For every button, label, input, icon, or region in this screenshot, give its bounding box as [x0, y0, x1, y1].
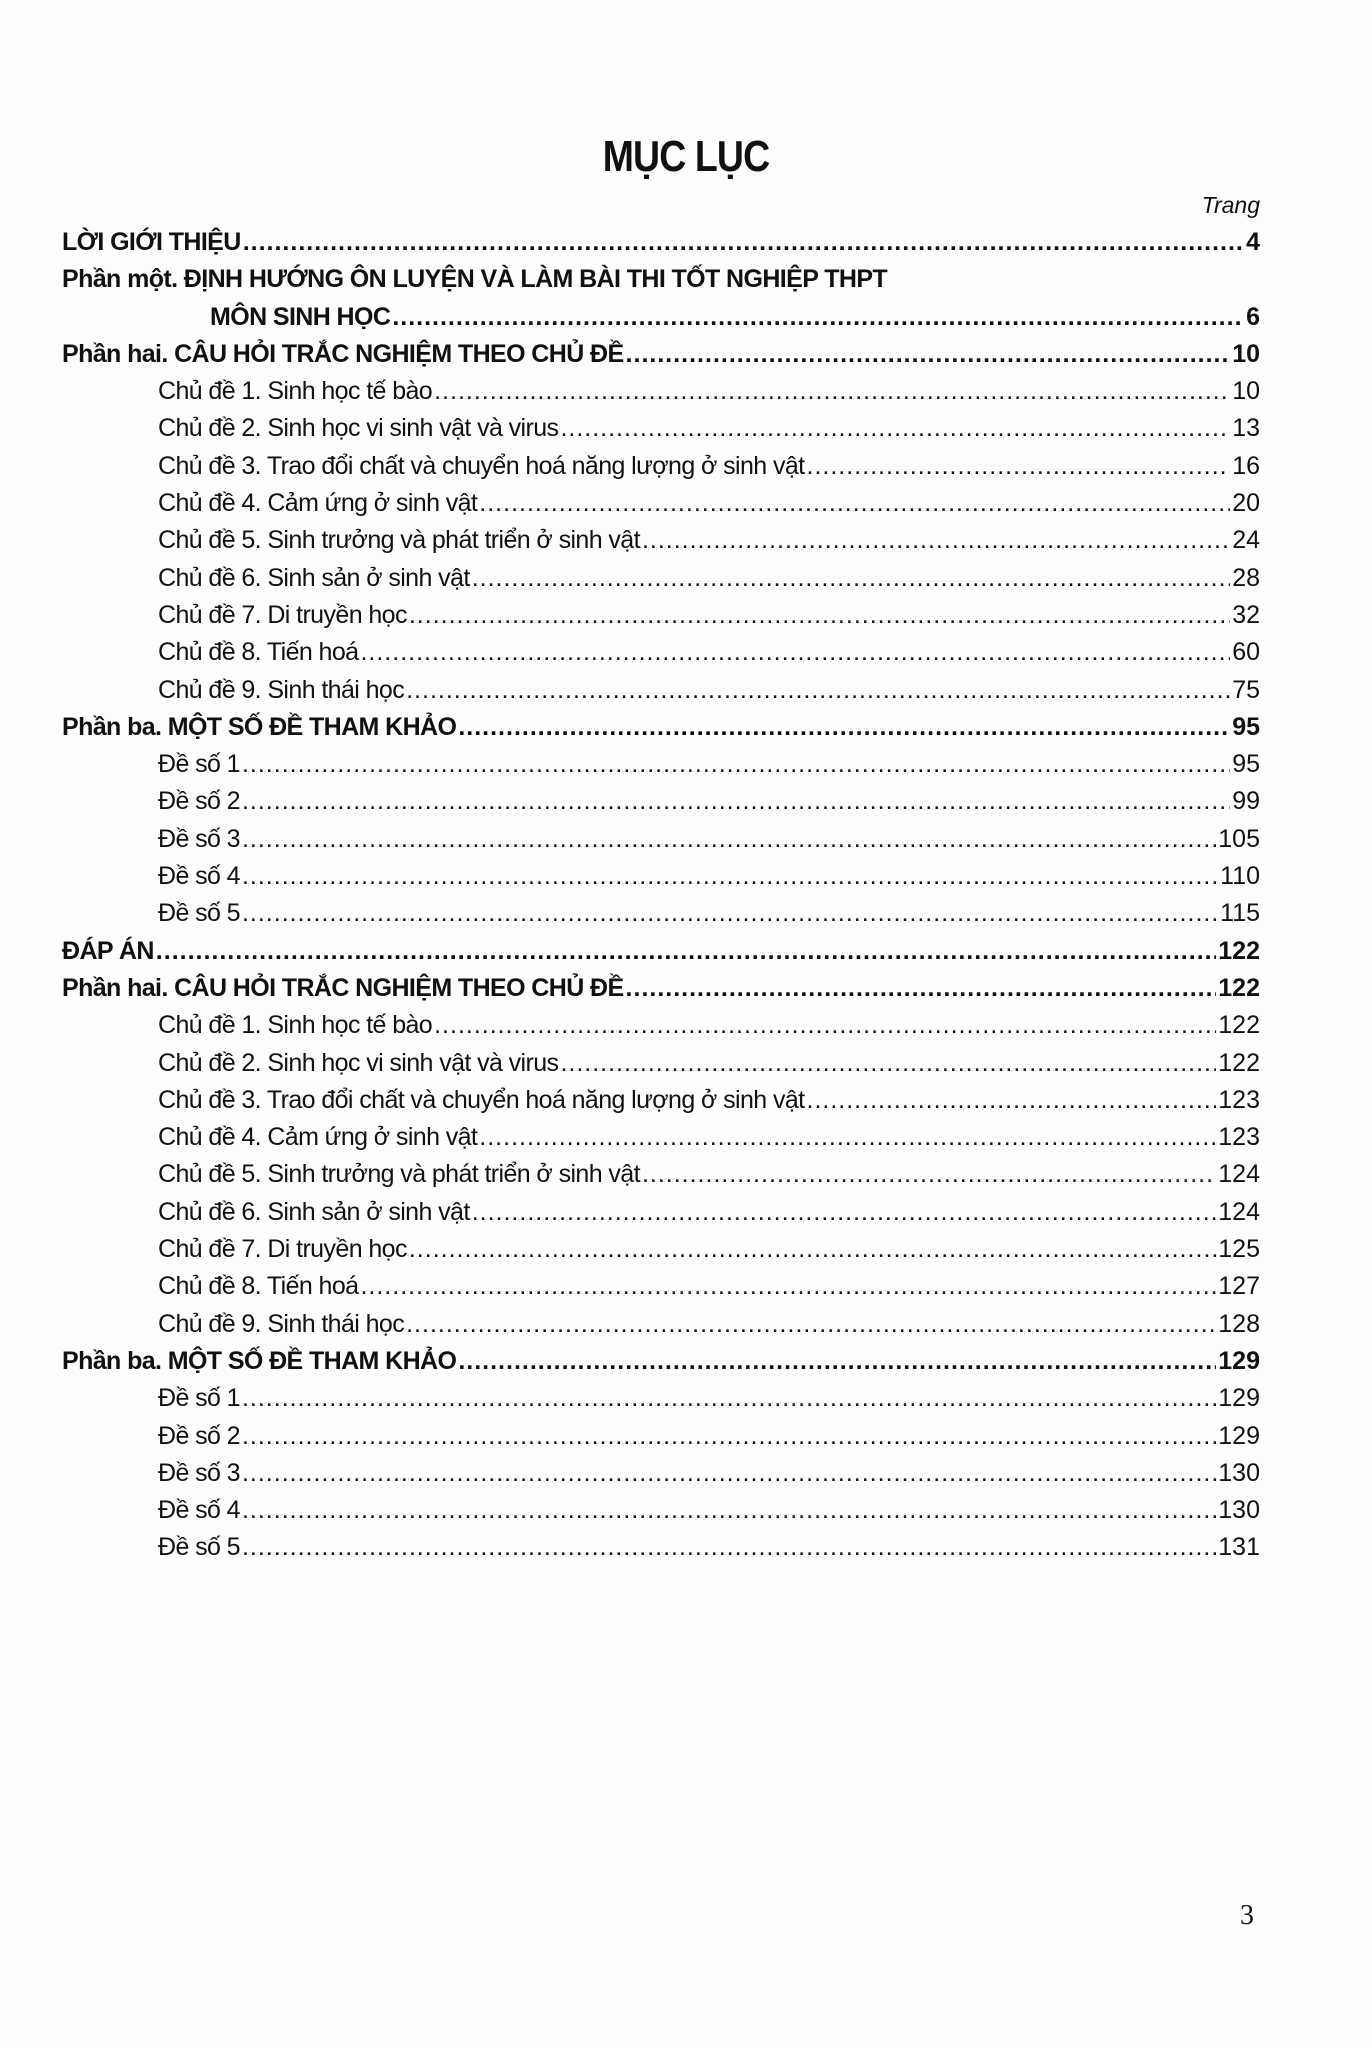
toc-entry-label: Chủ đề 5. Sinh trưởng và phát triển ở sinh vật	[158, 1160, 640, 1189]
toc-entry-label: Đề số 2	[158, 787, 240, 816]
toc-entry[interactable]	[62, 1418, 1260, 1455]
toc-entry-page: 28	[1232, 563, 1260, 592]
toc-entry-page: 123	[1218, 1085, 1260, 1114]
toc-entry-label: Đề số 3	[158, 1458, 240, 1487]
toc-entry[interactable]	[62, 1492, 1260, 1529]
dot-leader	[458, 709, 1230, 746]
toc-entry-page: 6	[1246, 302, 1260, 331]
toc-entry-label: Đề số 1	[158, 750, 240, 779]
table-of-contents	[62, 224, 1260, 1567]
toc-entry-page: 122	[1218, 973, 1260, 1002]
toc-entry-page: 95	[1232, 712, 1260, 741]
dot-leader	[242, 1529, 1216, 1566]
toc-entry-label: Chủ đề 8. Tiến hoá	[158, 1272, 359, 1301]
toc-entry-label: Đề số 2	[158, 1421, 240, 1450]
toc-entry[interactable]	[62, 485, 1260, 522]
toc-entry-label: Đề số 1	[158, 1384, 240, 1413]
toc-entry[interactable]	[62, 373, 1260, 410]
dot-leader	[242, 1455, 1216, 1492]
toc-entry[interactable]	[62, 1529, 1260, 1566]
toc-entry-page: 20	[1232, 489, 1260, 518]
toc-entry-label: Chủ đề 6. Sinh sản ở sinh vật	[158, 1197, 470, 1226]
toc-entry[interactable]	[62, 970, 1260, 1007]
toc-entry-page: 105	[1218, 824, 1260, 853]
toc-entry-page: 99	[1232, 787, 1260, 816]
dot-leader	[409, 597, 1230, 634]
toc-entry[interactable]	[62, 933, 1260, 970]
toc-entry-label: Chủ đề 3. Trao đổi chất và chuyển hoá năng lượng ở sinh vật	[158, 451, 805, 480]
toc-entry[interactable]	[62, 672, 1260, 709]
dot-leader	[458, 1343, 1216, 1380]
dot-leader	[242, 821, 1216, 858]
dot-leader	[472, 1194, 1217, 1231]
toc-entry-label: Chủ đề 5. Sinh trưởng và phát triển ở sinh vật	[158, 526, 640, 555]
dot-leader	[360, 634, 1230, 671]
toc-entry-label: Phần ba. MỘT SỐ ĐỀ THAM KHẢO	[62, 712, 457, 741]
toc-entry[interactable]	[62, 1194, 1260, 1231]
toc-entry-page: 60	[1232, 638, 1260, 667]
toc-entry-label: Chủ đề 8. Tiến hoá	[158, 638, 359, 667]
toc-entry[interactable]	[62, 336, 1260, 373]
toc-entry[interactable]	[62, 448, 1260, 485]
toc-entry-label: Chủ đề 1. Sinh học tế bào	[158, 1011, 433, 1040]
toc-entry[interactable]	[62, 858, 1260, 895]
toc-entry-page: 95	[1232, 750, 1260, 779]
toc-entry-page: 110	[1220, 862, 1260, 891]
dot-leader	[360, 1268, 1216, 1305]
toc-entry[interactable]	[62, 522, 1260, 559]
dot-leader	[560, 1045, 1216, 1082]
toc-entry[interactable]	[62, 634, 1260, 671]
toc-entry-page: 123	[1218, 1123, 1260, 1152]
toc-entry[interactable]	[62, 261, 1260, 298]
toc-entry-page: 129	[1218, 1346, 1260, 1375]
toc-entry-page: 129	[1218, 1384, 1260, 1413]
toc-entry-page: 16	[1232, 451, 1260, 480]
dot-leader	[479, 485, 1230, 522]
toc-entry-page: 122	[1218, 1048, 1260, 1077]
toc-entry-page: 124	[1218, 1197, 1260, 1226]
dot-leader	[242, 895, 1218, 932]
toc-entry[interactable]	[62, 1156, 1260, 1193]
toc-entry[interactable]	[62, 783, 1260, 820]
dot-leader	[242, 1418, 1216, 1455]
toc-entry-label: Đề số 5	[158, 899, 240, 928]
page-number: 3	[1240, 1900, 1254, 1931]
dot-leader	[242, 1380, 1216, 1417]
toc-entry[interactable]	[62, 410, 1260, 447]
toc-entry[interactable]	[62, 821, 1260, 858]
toc-entry-page: 32	[1232, 600, 1260, 629]
toc-entry[interactable]	[62, 1045, 1260, 1082]
toc-entry-label: Chủ đề 2. Sinh học vi sinh vật và virus	[158, 1048, 559, 1077]
toc-entry[interactable]	[62, 299, 1260, 336]
toc-entry-label: Phần hai. CÂU HỎI TRẮC NGHIỆM THEO CHỦ ĐỀ	[62, 973, 624, 1002]
toc-entry-label: Phần ba. MỘT SỐ ĐỀ THAM KHẢO	[62, 1346, 457, 1375]
toc-entry[interactable]	[62, 1343, 1260, 1380]
toc-entry-page: 124	[1218, 1160, 1260, 1189]
toc-entry-label: Chủ đề 7. Di truyền học	[158, 600, 407, 629]
toc-entry[interactable]	[62, 1455, 1260, 1492]
toc-entry[interactable]	[62, 746, 1260, 783]
dot-leader	[243, 224, 1244, 261]
toc-entry[interactable]	[62, 1231, 1260, 1268]
dot-leader	[242, 783, 1230, 820]
toc-entry-page: 131	[1218, 1533, 1260, 1562]
toc-entry-page: 115	[1220, 899, 1260, 928]
dot-leader	[642, 1156, 1216, 1193]
toc-entry-page: 129	[1218, 1421, 1260, 1450]
toc-entry[interactable]	[62, 1007, 1260, 1044]
toc-entry-page: 122	[1218, 936, 1260, 965]
toc-entry[interactable]	[62, 1268, 1260, 1305]
dot-leader	[242, 746, 1230, 783]
toc-entry-label: Đề số 4	[158, 862, 240, 891]
toc-entry-label: Chủ đề 4. Cảm ứng ở sinh vật	[158, 1123, 478, 1152]
toc-entry[interactable]	[62, 709, 1260, 746]
toc-entry-label: Chủ đề 4. Cảm ứng ở sinh vật	[158, 489, 478, 518]
toc-entry-label: Đề số 5	[158, 1533, 240, 1562]
toc-entry-page: 4	[1246, 228, 1260, 256]
toc-entry-page: 24	[1232, 526, 1260, 555]
dot-leader	[642, 522, 1230, 559]
toc-entry-page: 130	[1218, 1496, 1260, 1525]
toc-entry-label: Chủ đề 3. Trao đổi chất và chuyển hoá năng lượng ở sinh vật	[158, 1085, 805, 1114]
dot-leader	[409, 1231, 1216, 1268]
toc-entry[interactable]	[62, 1306, 1260, 1343]
toc-entry-label: Phần một. ĐỊNH HƯỚNG ÔN LUYỆN VÀ LÀM BÀI THI TỐT NGHIỆP THPT	[62, 265, 888, 294]
toc-entry-label: Chủ đề 2. Sinh học vi sinh vật và virus	[158, 414, 559, 443]
dot-leader	[406, 672, 1230, 709]
dot-leader	[560, 410, 1230, 447]
toc-entry-label: Đề số 4	[158, 1496, 240, 1525]
dot-leader	[406, 1306, 1216, 1343]
toc-entry[interactable]	[62, 1082, 1260, 1119]
toc-entry-page: 130	[1218, 1458, 1260, 1487]
dot-leader	[434, 1007, 1216, 1044]
toc-entry[interactable]	[62, 560, 1260, 597]
toc-entry-page: 128	[1218, 1309, 1260, 1338]
dot-leader	[479, 1119, 1216, 1156]
toc-entry[interactable]	[62, 224, 1260, 261]
dot-leader	[807, 448, 1231, 485]
toc-entry-label: Đề số 3	[158, 824, 240, 853]
dot-leader	[807, 1082, 1217, 1119]
dot-leader	[626, 336, 1231, 373]
dot-leader	[156, 933, 1216, 970]
toc-entry-label: Chủ đề 1. Sinh học tế bào	[158, 377, 433, 406]
toc-entry[interactable]	[62, 895, 1260, 932]
toc-entry-label: ĐÁP ÁN	[62, 936, 154, 965]
toc-entry-label: MÔN SINH HỌC	[210, 302, 391, 331]
toc-entry-label: Chủ đề 9. Sinh thái học	[158, 1309, 405, 1338]
page-column-label: Trang	[1201, 192, 1260, 218]
toc-entry[interactable]	[62, 597, 1260, 634]
toc-entry-label: Phần hai. CÂU HỎI TRẮC NGHIỆM THEO CHỦ ĐỀ	[62, 339, 624, 368]
toc-entry-label: Chủ đề 7. Di truyền học	[158, 1235, 407, 1264]
dot-leader	[434, 373, 1230, 410]
toc-entry-page: 10	[1232, 377, 1260, 406]
toc-entry[interactable]	[62, 1119, 1260, 1156]
page-title: MỤC LỤC	[602, 132, 770, 181]
dot-leader	[472, 560, 1230, 597]
toc-entry-page: 127	[1218, 1272, 1260, 1301]
toc-entry-page: 122	[1218, 1011, 1260, 1040]
dot-leader	[392, 299, 1244, 336]
dot-leader	[242, 1492, 1216, 1529]
dot-leader	[242, 858, 1218, 895]
toc-entry-page: 13	[1232, 414, 1260, 443]
toc-entry-page: 10	[1232, 339, 1260, 368]
dot-leader	[626, 970, 1217, 1007]
toc-entry-page: 75	[1232, 675, 1260, 704]
toc-entry-label: Chủ đề 9. Sinh thái học	[158, 675, 405, 704]
toc-entry-label: Chủ đề 6. Sinh sản ở sinh vật	[158, 563, 470, 592]
toc-entry-label: LỜI GIỚI THIỆU	[62, 228, 241, 256]
toc-entry[interactable]	[62, 1380, 1260, 1417]
toc-entry-page: 125	[1218, 1235, 1260, 1264]
